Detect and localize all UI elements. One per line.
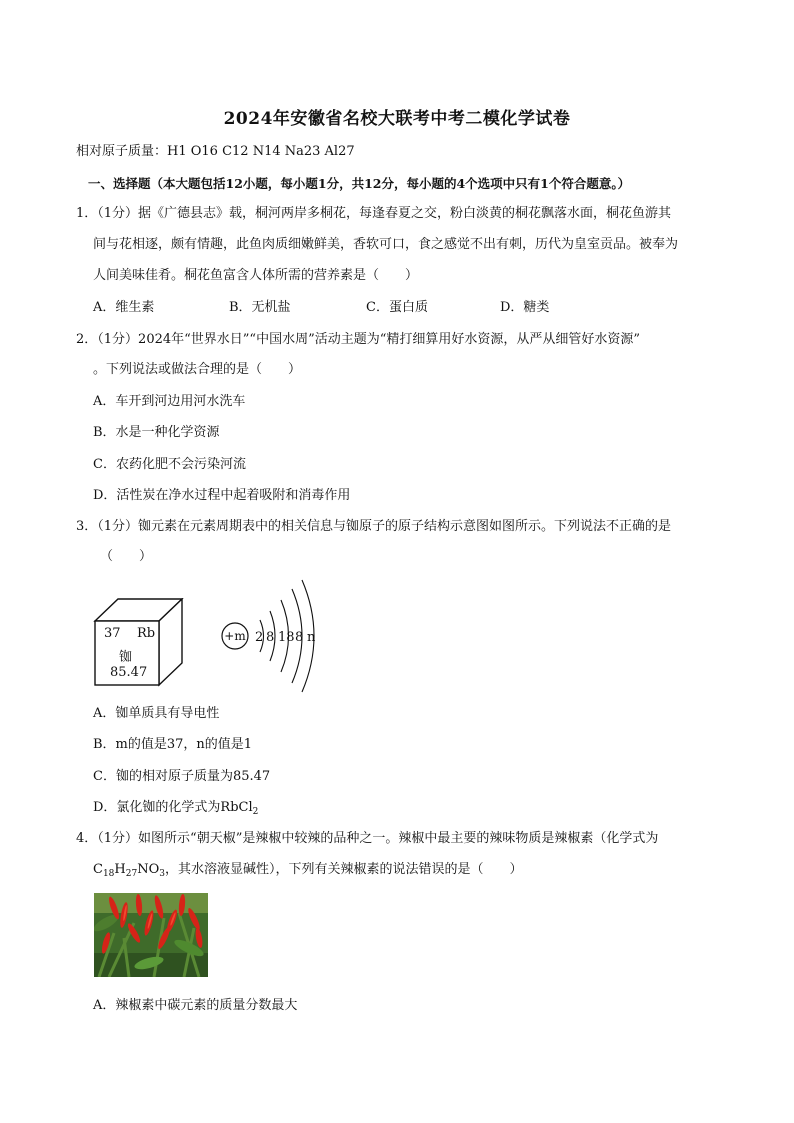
q1-option-a[interactable]: A．维生素 <box>93 300 155 315</box>
formula-o-sub: 3 <box>159 869 165 879</box>
q1-option-d[interactable]: D．糖类 <box>500 300 550 315</box>
q3-option-c[interactable]: C．铷的相对原子质量为85.47 <box>93 769 271 784</box>
q3-option-a[interactable]: A．铷单质具有导电性 <box>93 706 220 721</box>
q1-text-line1: 1．（1分）据《广德县志》载，桐河两岸多桐花，每逢春夏之交，粉白淡黄的桐花飘落水面，桐花鱼游其 <box>76 206 672 221</box>
q1-text-line3: 人间美味佳肴。桐花鱼富含人体所需的营养素是（ ） <box>93 268 419 283</box>
shell-5-electrons: n <box>307 630 316 645</box>
section-heading: 一、选择题（本大题包括12小题，每小题1分，共12分，每小题的4个选项中只有1个符合题意。） <box>88 176 631 191</box>
q3-option-d-subscript: 2 <box>252 807 259 817</box>
chili-pepper-photo <box>94 893 208 977</box>
q2-option-b[interactable]: B．水是一种化学资源 <box>93 425 220 440</box>
shell-4-electrons: 8 <box>295 630 304 645</box>
element-symbol: Rb <box>137 626 156 641</box>
shell-1-electrons: 2 <box>255 630 264 645</box>
page-title: 2024年安徽省名校大联考中考二模化学试卷 <box>223 109 571 129</box>
atomic-mass-line: 相对原子质量：H1 O16 C12 N14 Na23 Al27 <box>76 144 355 159</box>
q2-option-d[interactable]: D．活性炭在净水过程中起着吸附和消毒作用 <box>93 488 351 503</box>
shell-3-electrons: 18 <box>278 630 295 645</box>
formula-c: C <box>93 862 103 877</box>
formula-h-sub: 27 <box>125 869 138 879</box>
q1-option-c[interactable]: C．蛋白质 <box>366 300 428 315</box>
q3-option-d-text: D．氯化铷的化学式为RbCl <box>93 800 253 815</box>
q4-text-line1: 4．（1分）如图所示“朝天椒”是辣椒中较辣的品种之一。辣椒中最主要的辣味物质是辣椒素（化学式为 <box>76 831 659 846</box>
formula-h: H <box>114 862 126 877</box>
q2-option-a[interactable]: A．车开到河边用河水洗车 <box>93 394 246 409</box>
q3-option-b[interactable]: B．m的值是37，n的值是1 <box>93 737 253 752</box>
element-name: 铷 <box>119 650 133 665</box>
element-atomic-number: 37 <box>104 626 121 641</box>
q4-text-line2-rest: ，其水溶液显碱性），下列有关辣椒素的说法错误的是（ ） <box>164 862 523 877</box>
q3-option-d[interactable] <box>93 798 258 822</box>
q1-text-line2: 间与花相逐，颇有情趣，此鱼肉质细嫩鲜美，香软可口，食之感觉不出有刺，历代为皇室贡品。被奉为 <box>93 237 679 252</box>
q4-text-line2 <box>93 860 523 884</box>
q3-text-line1: 3．（1分）铷元素在元素周期表中的相关信息与铷原子的原子结构示意图如图所示。下列说法不正确的是 <box>76 519 672 534</box>
q1-option-b[interactable]: B．无机盐 <box>229 300 291 315</box>
q4-option-a[interactable]: A．辣椒素中碳元素的质量分数最大 <box>93 998 298 1013</box>
shell-2-electrons: 8 <box>266 630 275 645</box>
q2-text-line1: 2．（1分）2024年“世界水日”“中国水周”活动主题为“精打细算用好水资源，从严从细管好水资源” <box>76 332 641 347</box>
q2-text-line2: 。下列说法或做法合理的是（ ） <box>93 362 302 377</box>
nucleus-charge: +m <box>224 629 246 643</box>
q2-option-c[interactable]: C．农药化肥不会污染河流 <box>93 457 246 472</box>
formula-c-sub: 18 <box>102 869 115 879</box>
element-atomic-mass: 85.47 <box>110 665 148 680</box>
q3-text-line2: （ ） <box>100 549 153 564</box>
formula-no: NO <box>137 862 160 877</box>
